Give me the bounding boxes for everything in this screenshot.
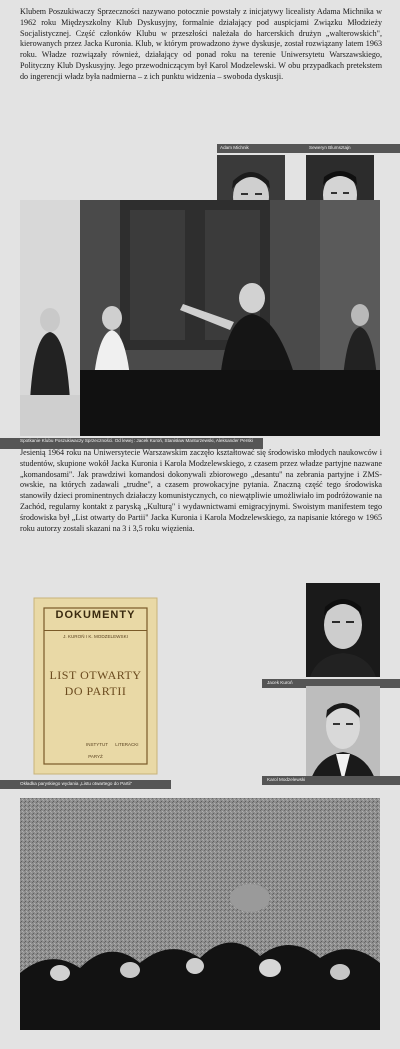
booklet-cover: [32, 596, 159, 776]
photo-jacek-kuron: [306, 583, 380, 677]
booklet-authors: J. KUROŃ I K. MODZELEWSKI: [63, 634, 128, 639]
intro-paragraph: Klubem Poszukiwaczy Sprzeczności nazywano potocznie powstały z inicjatywy licealisty Adama Michnika w 1962 roku Międzyszkolny Klub Dyskusyjny, formalnie działający pod auspicjami Związku Młodzieży Socjalistycznej. Część członków Klubu w przeszłości należała do harcerskich drużyn „walterowskich", kierowanych przez Jacka Kuronia. Klub, w którym prowadzono żywe dyskusje, został rozwiązany latem 1963 roku. Władze rozwiązały również, działający od ponad roku na terenie Uniwersytetu Warszawskiego, Polityczny Klub Dyskusyjny. Jego przewodniczącym był Karol Modzelewski. W obu przypadkach pretekstem do ingerencji władz była nadmierna – z ich punktu widzenia – swoboda dyskusji.: [20, 7, 382, 81]
booklet-caption-bar: [0, 780, 171, 789]
caption-michnik: Adam Michnik: [220, 145, 249, 150]
photo-karol-modzelewski: [306, 686, 380, 782]
caption-modzelewski: Karol Modzelewski: [267, 777, 306, 782]
booklet-header: DOKUMENTY: [55, 609, 136, 621]
booklet-publisher-line2: LITERACKI: [115, 742, 139, 747]
caption-kuron: Jacek Kuroń: [267, 680, 293, 685]
second-paragraph: Jesienią 1964 roku na Uniwersytecie Warszawskim zaczęło kształtować się środowisko młodych naukowców i studentów, skupione wokół Jacka Kuronia i Karola Modzelewskiego, z czasem przez władze partyjne nazwane „komandosami". Jak prawdziwi komandosi dokonywali zbiorowego „desantu" na zebrania partyjne i ZMS-owskie, na których zadawali „trudne", a czasem prowokacyjne pytania. Znaczną część tego środowiska stanowiły dzieci prominentnych działaczy komunistycznych, co niewątpliwie umożliwiało im podróżowanie na Zachód, regularny kontakt z paryską „Kulturą" i wydawnictwami emigracyjnymi. Swoistym manifestem tego środowiska był „List otwarty do Partii" Jacka Kuronia i Karola Modzelewskiego, za napisanie którego w 1965 roku autorzy zostali skazani na 3 i 3,5 roku więzienia.: [20, 448, 382, 533]
modzelewski-caption-bar: [262, 776, 400, 785]
photo-club-meeting: [20, 200, 380, 436]
booklet-publisher-line1: INSTYTUT: [86, 742, 108, 747]
photo-crowd: [20, 798, 380, 1030]
booklet-title-line2: DO PARTII: [64, 684, 127, 698]
caption-blumsztajn: Seweryn Blumsztajn: [309, 145, 351, 150]
caption-booklet: Okładka paryskiego wydania „Listu otwartego do Partii": [20, 781, 133, 786]
caption-meeting: Spotkanie Klubu Poszukiwaczy Sprzeczności. Od lewej : Jacek Kuroń, Stanisław Manturzewski, Aleksander Perski: [20, 438, 253, 443]
booklet-title-line1: LIST OTWARTY: [49, 668, 142, 682]
portrait-caption-bar: [217, 144, 400, 153]
booklet-publisher: [86, 742, 148, 747]
booklet-city: PARYŻ: [88, 754, 103, 759]
